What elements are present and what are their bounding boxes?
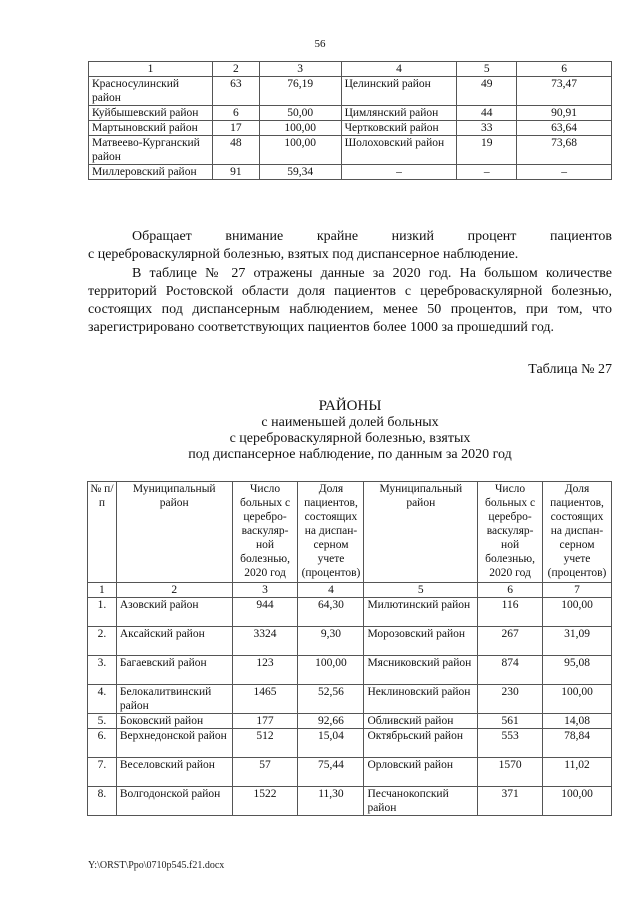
- column-number: 3: [232, 583, 298, 598]
- title-line: с наименьшей долей больных: [261, 415, 439, 430]
- share-cell: 76,19: [259, 77, 341, 106]
- district-cell: Волгодонской район: [116, 787, 232, 816]
- table-row: [89, 136, 612, 165]
- row-number: 8.: [88, 787, 117, 816]
- district-cell: Октябрьский район: [364, 729, 478, 758]
- header-district: Муниципальный район: [116, 482, 232, 583]
- column-number: 7: [543, 583, 612, 598]
- column-number: 6: [478, 583, 543, 598]
- table-label: Таблица № 27: [528, 362, 612, 377]
- count-cell: 33: [457, 121, 517, 136]
- column-number-row: [88, 583, 612, 598]
- word: крайне: [316, 229, 359, 244]
- count-cell: 49: [457, 77, 517, 106]
- paragraph-1-rest: с цереброваскулярной болезнью, взятых под диспансерное наблюдение.: [88, 247, 519, 262]
- table-header-row: [89, 62, 612, 77]
- count-cell: 3324: [232, 627, 298, 656]
- district-cell: Азовский район: [116, 598, 232, 627]
- districts-table: [87, 481, 612, 816]
- count-cell: 561: [478, 714, 543, 729]
- count-cell: 19: [457, 136, 517, 165]
- district-cell: Верхнедонской район: [116, 729, 232, 758]
- district-cell: Неклиновский район: [364, 685, 478, 714]
- share-cell: 63,64: [517, 121, 612, 136]
- count-cell: 230: [478, 685, 543, 714]
- share-cell: 64,30: [298, 598, 364, 627]
- share-cell: 100,00: [543, 685, 612, 714]
- column-number: 5: [457, 62, 517, 77]
- row-number: 4.: [88, 685, 117, 714]
- count-cell: 944: [232, 598, 298, 627]
- share-cell: 100,00: [259, 121, 341, 136]
- table-row: [88, 714, 612, 729]
- share-cell: 31,09: [543, 627, 612, 656]
- count-cell: 48: [212, 136, 259, 165]
- district-cell: Целинский район: [341, 77, 457, 106]
- count-cell: 267: [478, 627, 543, 656]
- count-cell: 371: [478, 787, 543, 816]
- column-number: 1: [89, 62, 213, 77]
- district-cell: Красносулинский район: [89, 77, 213, 106]
- title-line: с цереброваскулярной болезнью, взятых: [229, 431, 471, 446]
- word: пациентов: [550, 229, 612, 244]
- table-row: [88, 627, 612, 656]
- district-cell: Чертковский район: [341, 121, 457, 136]
- header-count-2: Число больных с церебро-васкуляр-ной болезнью, 2020 год: [478, 482, 543, 583]
- share-cell: 100,00: [543, 787, 612, 816]
- table-title: [88, 397, 612, 463]
- continued-table: [88, 61, 612, 180]
- header-num: № п/п: [88, 482, 117, 583]
- column-number: 4: [298, 583, 364, 598]
- count-cell: 91: [212, 165, 259, 180]
- share-cell: 78,84: [543, 729, 612, 758]
- district-cell: Морозовский район: [364, 627, 478, 656]
- district-cell: Милютинский район: [364, 598, 478, 627]
- row-number: 7.: [88, 758, 117, 787]
- row-number: 3.: [88, 656, 117, 685]
- count-cell: 57: [232, 758, 298, 787]
- paragraph-2: В таблице № 27 отражены данные за 2020 год. На большом количестве территорий Ростовской области доля пациентов с цереброваскулярной болезнью, состоящих под диспансерным наблюдением, менее 50 процентов, при том, что зарегистрировано соответствующих пациентов более 1000 за прошедший год.: [88, 266, 612, 335]
- title-line: под диспансерное наблюдение, по данным за 2020 год: [188, 447, 512, 462]
- count-cell: 63: [212, 77, 259, 106]
- table-row: [89, 165, 612, 180]
- count-cell: 116: [478, 598, 543, 627]
- page-number: 56: [314, 38, 326, 50]
- row-number: 5.: [88, 714, 117, 729]
- district-cell: Аксайский район: [116, 627, 232, 656]
- column-number: 2: [212, 62, 259, 77]
- share-cell: 75,44: [298, 758, 364, 787]
- table-row: [88, 598, 612, 627]
- district-cell: Миллеровский район: [89, 165, 213, 180]
- count-cell: 123: [232, 656, 298, 685]
- column-number: 2: [116, 583, 232, 598]
- district-cell: Обливский район: [364, 714, 478, 729]
- count-cell: 1465: [232, 685, 298, 714]
- header-count: Число больных с церебро-васкуляр-ной болезнью, 2020 год: [232, 482, 298, 583]
- header-district-2: Муниципальный район: [364, 482, 478, 583]
- table-row: [88, 729, 612, 758]
- share-cell: 92,66: [298, 714, 364, 729]
- district-cell: Орловский район: [364, 758, 478, 787]
- share-cell: 9,30: [298, 627, 364, 656]
- header-share-2: Доля пациентов, состоящих на диспан-серном учете (процентов): [543, 482, 612, 583]
- share-cell: 73,68: [517, 136, 612, 165]
- district-cell: Багаевский район: [116, 656, 232, 685]
- district-cell: Куйбышевский район: [89, 106, 213, 121]
- share-cell: 15,04: [298, 729, 364, 758]
- header-share: Доля пациентов, состоящих на диспан-серном учете (процентов): [298, 482, 364, 583]
- count-cell: 6: [212, 106, 259, 121]
- table-row: [88, 758, 612, 787]
- district-cell: Мартыновский район: [89, 121, 213, 136]
- count-cell: 177: [232, 714, 298, 729]
- column-number: 3: [259, 62, 341, 77]
- table-header-row: [88, 482, 612, 583]
- share-cell: 11,30: [298, 787, 364, 816]
- count-cell: 553: [478, 729, 543, 758]
- paragraph-1-first-line: [88, 228, 612, 246]
- table-row: [88, 685, 612, 714]
- file-path-footer: Y:\ORST\Ppo\0710p545.f21.docx: [88, 860, 225, 871]
- district-cell: –: [341, 165, 457, 180]
- title-line: РАЙОНЫ: [318, 398, 382, 414]
- count-cell: –: [457, 165, 517, 180]
- share-cell: 95,08: [543, 656, 612, 685]
- table-row: [89, 77, 612, 106]
- district-cell: Шолоховский район: [341, 136, 457, 165]
- district-cell: Цимлянский район: [341, 106, 457, 121]
- share-cell: 100,00: [298, 656, 364, 685]
- share-cell: 59,34: [259, 165, 341, 180]
- district-cell: Белокалитвинский район: [116, 685, 232, 714]
- table-row: [89, 106, 612, 121]
- district-cell: Боковский район: [116, 714, 232, 729]
- column-number: 6: [517, 62, 612, 77]
- share-cell: 100,00: [259, 136, 341, 165]
- table-row: [88, 787, 612, 816]
- column-number: 4: [341, 62, 457, 77]
- count-cell: 512: [232, 729, 298, 758]
- district-cell: Веселовский район: [116, 758, 232, 787]
- column-number: 5: [364, 583, 478, 598]
- word: процент: [467, 229, 517, 244]
- row-number: 6.: [88, 729, 117, 758]
- paragraph-1: [88, 228, 612, 264]
- table-row: [89, 121, 612, 136]
- share-cell: 73,47: [517, 77, 612, 106]
- count-cell: 17: [212, 121, 259, 136]
- count-cell: 1522: [232, 787, 298, 816]
- table-row: [88, 656, 612, 685]
- district-cell: Песчанокопский район: [364, 787, 478, 816]
- share-cell: 14,08: [543, 714, 612, 729]
- count-cell: 44: [457, 106, 517, 121]
- share-cell: 50,00: [259, 106, 341, 121]
- count-cell: 874: [478, 656, 543, 685]
- word: Обращает: [132, 229, 192, 244]
- count-cell: 1570: [478, 758, 543, 787]
- share-cell: 52,56: [298, 685, 364, 714]
- district-cell: Мясниковский район: [364, 656, 478, 685]
- word: внимание: [225, 229, 284, 244]
- share-cell: 11,02: [543, 758, 612, 787]
- word: низкий: [391, 229, 434, 244]
- share-cell: 90,91: [517, 106, 612, 121]
- district-cell: Матвеево-Курганский район: [89, 136, 213, 165]
- share-cell: –: [517, 165, 612, 180]
- column-number: 1: [88, 583, 117, 598]
- share-cell: 100,00: [543, 598, 612, 627]
- row-number: 2.: [88, 627, 117, 656]
- row-number: 1.: [88, 598, 117, 627]
